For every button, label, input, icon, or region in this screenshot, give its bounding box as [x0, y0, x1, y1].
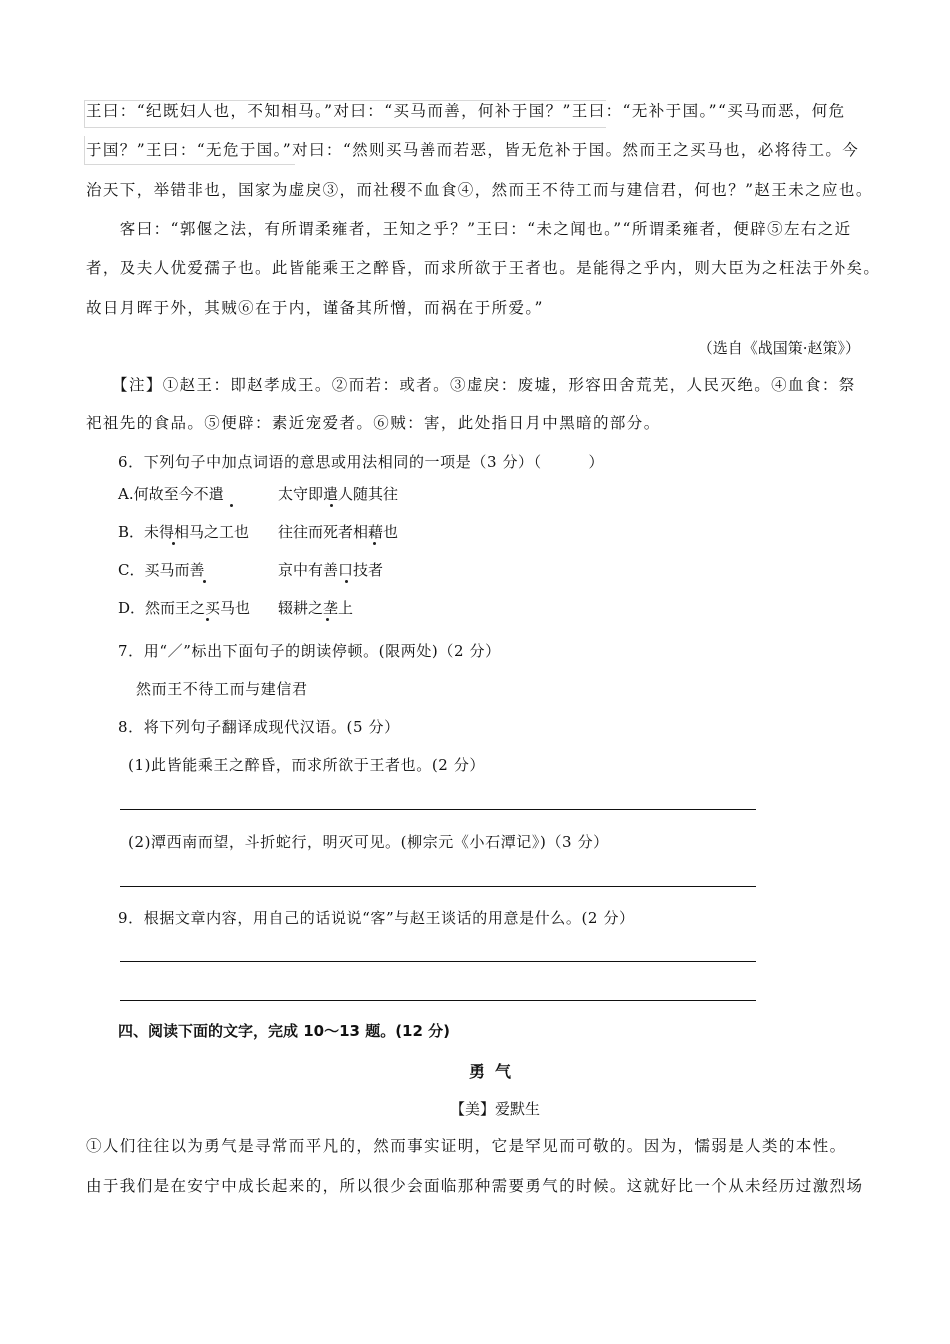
question-7-sentence: 然而王不待工而与建信君: [136, 680, 308, 698]
q6-option-a: [118, 484, 398, 504]
notes-line-1: 【注】①赵王：即赵孝成王。②而若：或者。③虚戾：废墟，形容田舍荒芜，人民灭绝。④血食：祭: [86, 376, 856, 394]
article-author: 【美】爱默生: [449, 1100, 540, 1118]
section-4-heading: 四、阅读下面的文字，完成 10～13 题。(12 分): [118, 1022, 451, 1040]
question-7: 7．用“／”标出下面句子的朗读停顿。(限两处)（2 分）: [118, 642, 501, 660]
emphasis-dot: [206, 618, 209, 621]
q6-option-b-right: 往往而死者相藉也: [278, 523, 399, 541]
emphasis-dot: [230, 504, 233, 507]
question-8-part-1: (1)此皆能乘王之醉昏，而求所欲于王者也。(2 分）: [128, 756, 486, 774]
q6-option-d-right: 辍耕之垄上: [278, 599, 354, 617]
emphasis-dot: [326, 618, 329, 621]
q6-option-d: [118, 598, 353, 618]
article-title: 勇气: [468, 1062, 521, 1081]
q6-option-a-right: 太守即遣人随其往: [278, 485, 399, 503]
passage-source: （选自《战国策·赵策》）: [697, 339, 860, 357]
q6-option-d-left: D．然而王之买马也: [118, 599, 251, 617]
passage-line-6: 故日月晖于外，其贼⑥在于内，谨备其所憎，而祸在于所爱。”: [86, 299, 544, 317]
answer-line: [120, 1000, 756, 1001]
q6-option-b: [118, 522, 398, 542]
q6-option-c-left: C．买马而善: [118, 561, 205, 579]
answer-line: [120, 961, 756, 962]
emphasis-dot: [203, 580, 206, 583]
passage-line-4: 客曰：“郭偃之法，有所谓柔雍者，王知之乎？”王曰：“未之闻也。”“所谓柔雍者，便辟⑤左右之近: [86, 220, 852, 238]
question-8-part-2: (2)潭西南而望，斗折蛇行，明灭可见。(柳宗元《小石潭记》)（3 分）: [128, 833, 609, 851]
emphasis-dot: [373, 542, 376, 545]
notes-line-2: 祀祖先的食品。⑤便辟：素近宠爱者。⑥贼：害，此处指日月中黑暗的部分。: [86, 414, 661, 432]
article-line-1: ①人们往往以为勇气是寻常而平凡的，然而事实证明，它是罕见而可敬的。因为，懦弱是人类的本性。: [86, 1137, 847, 1155]
emphasis-dot: [330, 504, 333, 507]
q6-option-c: [118, 560, 383, 580]
emphasis-dot: [172, 542, 175, 545]
q6-option-c-right: 京中有善口技者: [278, 561, 384, 579]
question-8: 8．将下列句子翻译成现代汉语。(5 分）: [118, 718, 400, 736]
answer-line: [120, 886, 756, 887]
passage-line-5: 者，及夫人优爱孺子也。此皆能乘王之醉昏，而求所欲于王者也。是能得之乎内，则大臣为之枉法于外矣。: [86, 259, 881, 277]
question-9: 9．根据文章内容，用自己的话说说“客”与赵王谈话的用意是什么。(2 分）: [118, 909, 635, 927]
q6-option-a-left: A.何故至今不遣: [118, 485, 224, 503]
passage-line-2: 于国？”王曰：“无危于国。”对曰：“然则买马善而若恶，皆无危补于国。然而王之买马也，必将待工。今: [86, 141, 860, 159]
passage-line-1: 王曰：“纪既妇人也，不知相马。”对曰：“买马而善，何补于国？”王曰：“无补于国。”“买马而恶，何危: [86, 102, 846, 120]
q6-option-b-left: B．未得相马之工也: [118, 523, 250, 541]
answer-line: [120, 809, 756, 810]
article-line-2: 由于我们是在安宁中成长起来的，所以很少会面临那种需要勇气的时候。这就好比一个从未经历过激烈场: [86, 1177, 864, 1195]
passage-line-3: 治天下，举错非也，国家为虚戾③，而社稷不血食④，然而王不待工而与建信君，何也？”赵王未之应也。: [86, 181, 873, 199]
emphasis-dot: [345, 580, 348, 583]
question-6: 6．下列句子中加点词语的意思或用法相同的一项是（3 分）（ ）: [118, 453, 605, 471]
